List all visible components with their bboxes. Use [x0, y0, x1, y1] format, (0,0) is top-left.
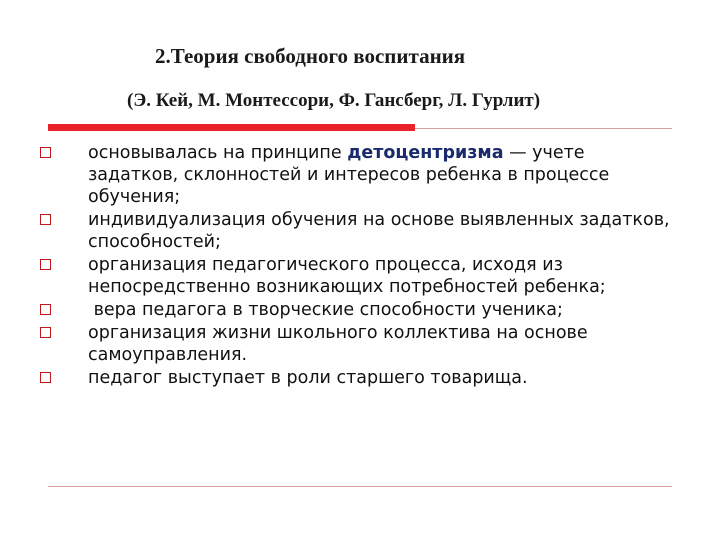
bullet-text: вера педагога в творческие способности ученика; — [88, 300, 563, 320]
bullet-item-2 — [40, 209, 680, 253]
square-bullet-icon — [40, 214, 51, 225]
square-bullet-icon — [40, 372, 51, 383]
bottom-divider-line — [48, 486, 672, 487]
bullet-item-6 — [40, 367, 680, 389]
square-bullet-icon — [40, 304, 51, 315]
bullet-list — [40, 142, 680, 390]
bullet-text: организация педагогического процесса, исходя из непосредственно возникающих потребностей ребенка; — [88, 255, 606, 297]
bullet-item-4 — [40, 299, 680, 321]
slide-title: 2.Теория свободного воспитания — [155, 44, 466, 68]
square-bullet-icon — [40, 147, 51, 158]
bullet-term-highlight: детоцентризма — [347, 143, 504, 163]
square-bullet-icon — [40, 259, 51, 270]
slide-subtitle: (Э. Кей, М. Монтессори, Ф. Гансберг, Л. Гурлит) — [127, 90, 541, 111]
bullet-item-5 — [40, 322, 680, 366]
bullet-text: педагог выступает в роли старшего товарища. — [88, 368, 528, 388]
square-bullet-icon — [40, 327, 51, 338]
bullet-item-1 — [40, 142, 680, 208]
accent-bar — [48, 124, 415, 131]
bullet-text: организация жизни школьного коллектива на основе самоуправления. — [88, 323, 588, 365]
bullet-text-continued: — учете задатков, склонностей и интересов ребенка в процессе обучения; — [88, 143, 610, 207]
bullet-text: индивидуализация обучения на основе выявленных задатков, способностей; — [88, 210, 670, 252]
bullet-item-3 — [40, 254, 680, 298]
bullet-text: основывалась на принципе — [88, 143, 348, 163]
